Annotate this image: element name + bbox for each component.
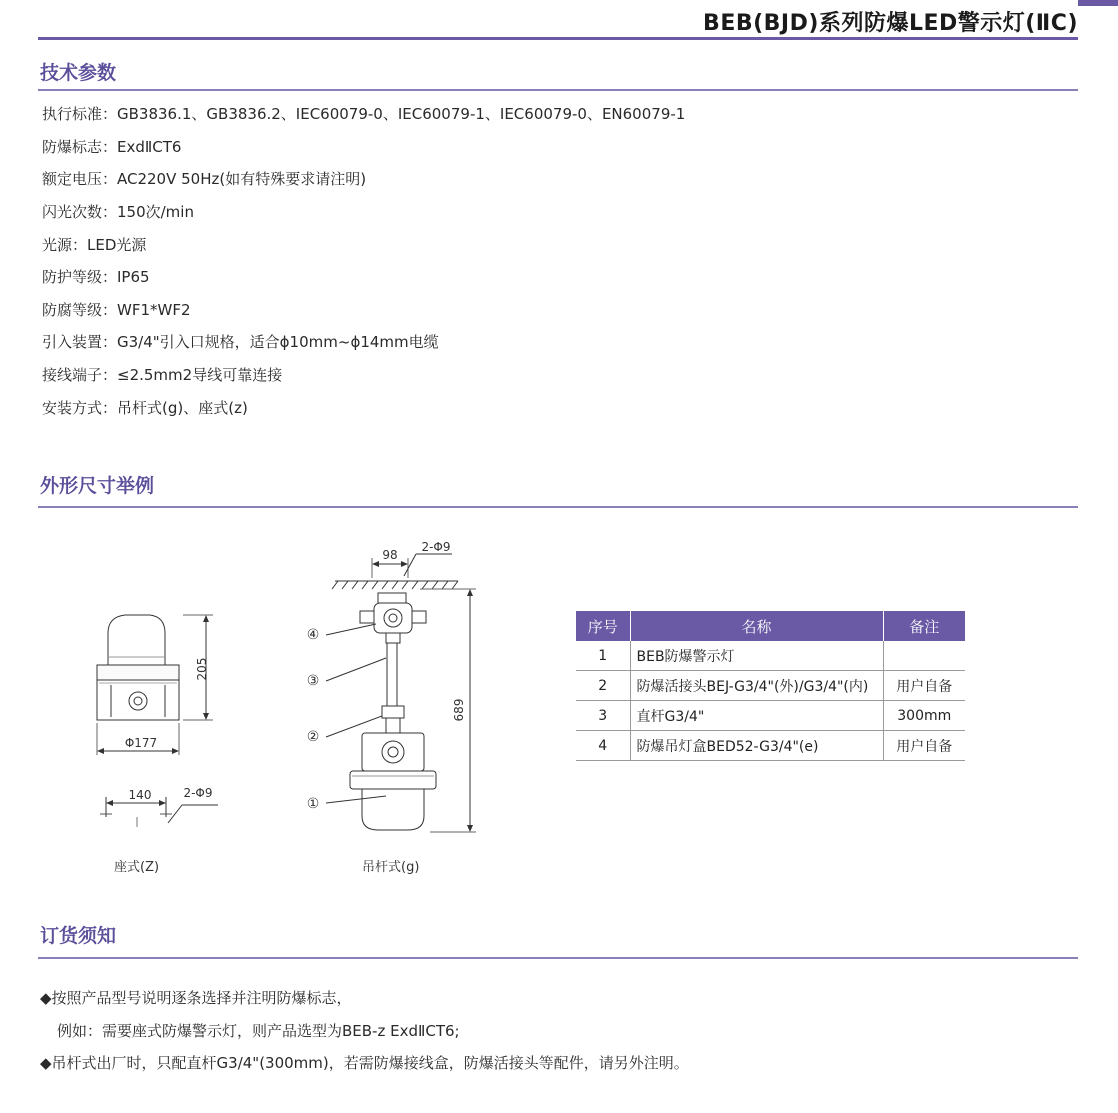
spec-line: 防腐等级：WF1*WF2 — [42, 301, 191, 319]
table-row — [576, 731, 965, 761]
spec-line: 防爆标志：ExdⅡCT6 — [42, 138, 182, 156]
ordering-note: ◆吊杆式出厂时，只配直杆G3/4"(300mm)，若需防爆接线盒，防爆活接头等配件，请另外注明。 — [40, 1054, 689, 1072]
callout-3: ③ — [306, 673, 320, 689]
pendant-dome-outline — [362, 789, 424, 830]
seat-caption: 座式(Z) — [114, 860, 160, 875]
table-row — [576, 641, 965, 671]
ordering-example: 例如：需要座式防爆警示灯，则产品选型为BEB-z ExdⅡCT6; — [57, 1022, 460, 1040]
section-rule — [38, 957, 1078, 959]
header-name: 名称 — [630, 611, 883, 641]
header-note: 备注 — [883, 611, 965, 641]
seat-lamp-drawing — [85, 605, 225, 755]
cell-name: 防爆吊灯盒BED52-G3/4"(e) — [630, 731, 883, 761]
total-height-label: 689 — [452, 698, 466, 722]
union-joint — [382, 706, 404, 718]
pendant-lamp-drawing — [300, 538, 480, 838]
height-dimension-label: 205 — [195, 657, 209, 681]
section-heading-dimensions: 外形尺寸举例 — [40, 475, 155, 497]
callout-4: ④ — [306, 627, 320, 643]
header-no: 序号 — [576, 611, 630, 641]
spec-line: 引入装置：G3/4"引入口规格，适合ϕ10mm~ϕ14mm电缆 — [42, 333, 439, 351]
spec-line: 安装方式：吊杆式(g)、座式(z) — [42, 399, 248, 417]
pendant-caption: 吊杆式(g) — [362, 860, 420, 875]
parts-table — [576, 611, 965, 761]
page-title: BEB(BJD)系列防爆LED警示灯(ⅡC) — [703, 11, 1078, 36]
cell-no: 3 — [576, 701, 630, 731]
header-rule — [38, 37, 1078, 40]
spec-line: 防护等级：IP65 — [42, 268, 150, 286]
spec-line: 额定电压：AC220V 50Hz(如有特殊要求请注明) — [42, 170, 367, 188]
section-heading-ordering: 订货须知 — [40, 925, 117, 947]
lamp-base-body — [97, 680, 179, 720]
spec-line: 光源：LED光源 — [42, 236, 147, 254]
section-rule — [38, 89, 1078, 91]
cell-name: 防爆活接头BEJ-G3/4"(外)/G3/4"(内) — [630, 671, 883, 701]
cable-entry-hole — [129, 692, 147, 710]
pendant-lamp-body — [362, 733, 424, 771]
section-rule — [38, 506, 1078, 508]
cell-note: 用户自备 — [883, 731, 965, 761]
parts-table-header — [576, 611, 965, 641]
cell-name: 直杆G3/4" — [630, 701, 883, 731]
callout-2: ② — [306, 729, 320, 745]
cell-no: 1 — [576, 641, 630, 671]
spec-line: 接线端子：≤2.5mm2导线可靠连接 — [42, 366, 283, 384]
ordering-note: ◆按照产品型号说明逐条选择并注明防爆标志， — [40, 989, 352, 1007]
callout-1: ① — [306, 796, 320, 812]
corner-accent-tab — [1078, 0, 1118, 6]
cell-note: 用户自备 — [883, 671, 965, 701]
hole-spacing-label: 140 — [128, 788, 152, 802]
junction-box — [374, 603, 412, 633]
cell-note — [883, 641, 965, 671]
spec-line: 执行标准：GB3836.1、GB3836.2、IEC60079-0、IEC60079-1、IEC60079-0、EN60079-1 — [42, 105, 686, 123]
cell-note: 300mm — [883, 701, 965, 731]
cell-name: BEB防爆警示灯 — [630, 641, 883, 671]
lamp-collar — [97, 665, 179, 680]
seat-hole-spacing-drawing — [100, 783, 225, 833]
top-spacing-label: 98 — [382, 548, 398, 562]
table-row — [576, 701, 965, 731]
table-row — [576, 671, 965, 701]
hole-size-label: 2-Φ9 — [183, 786, 213, 800]
cell-no: 4 — [576, 731, 630, 761]
width-dimension-label: Φ177 — [124, 736, 158, 750]
cell-no: 2 — [576, 671, 630, 701]
section-heading-tech-params: 技术参数 — [40, 62, 117, 84]
spec-line: 闪光次数：150次/min — [42, 203, 194, 221]
top-hole-label: 2-Φ9 — [421, 540, 451, 554]
